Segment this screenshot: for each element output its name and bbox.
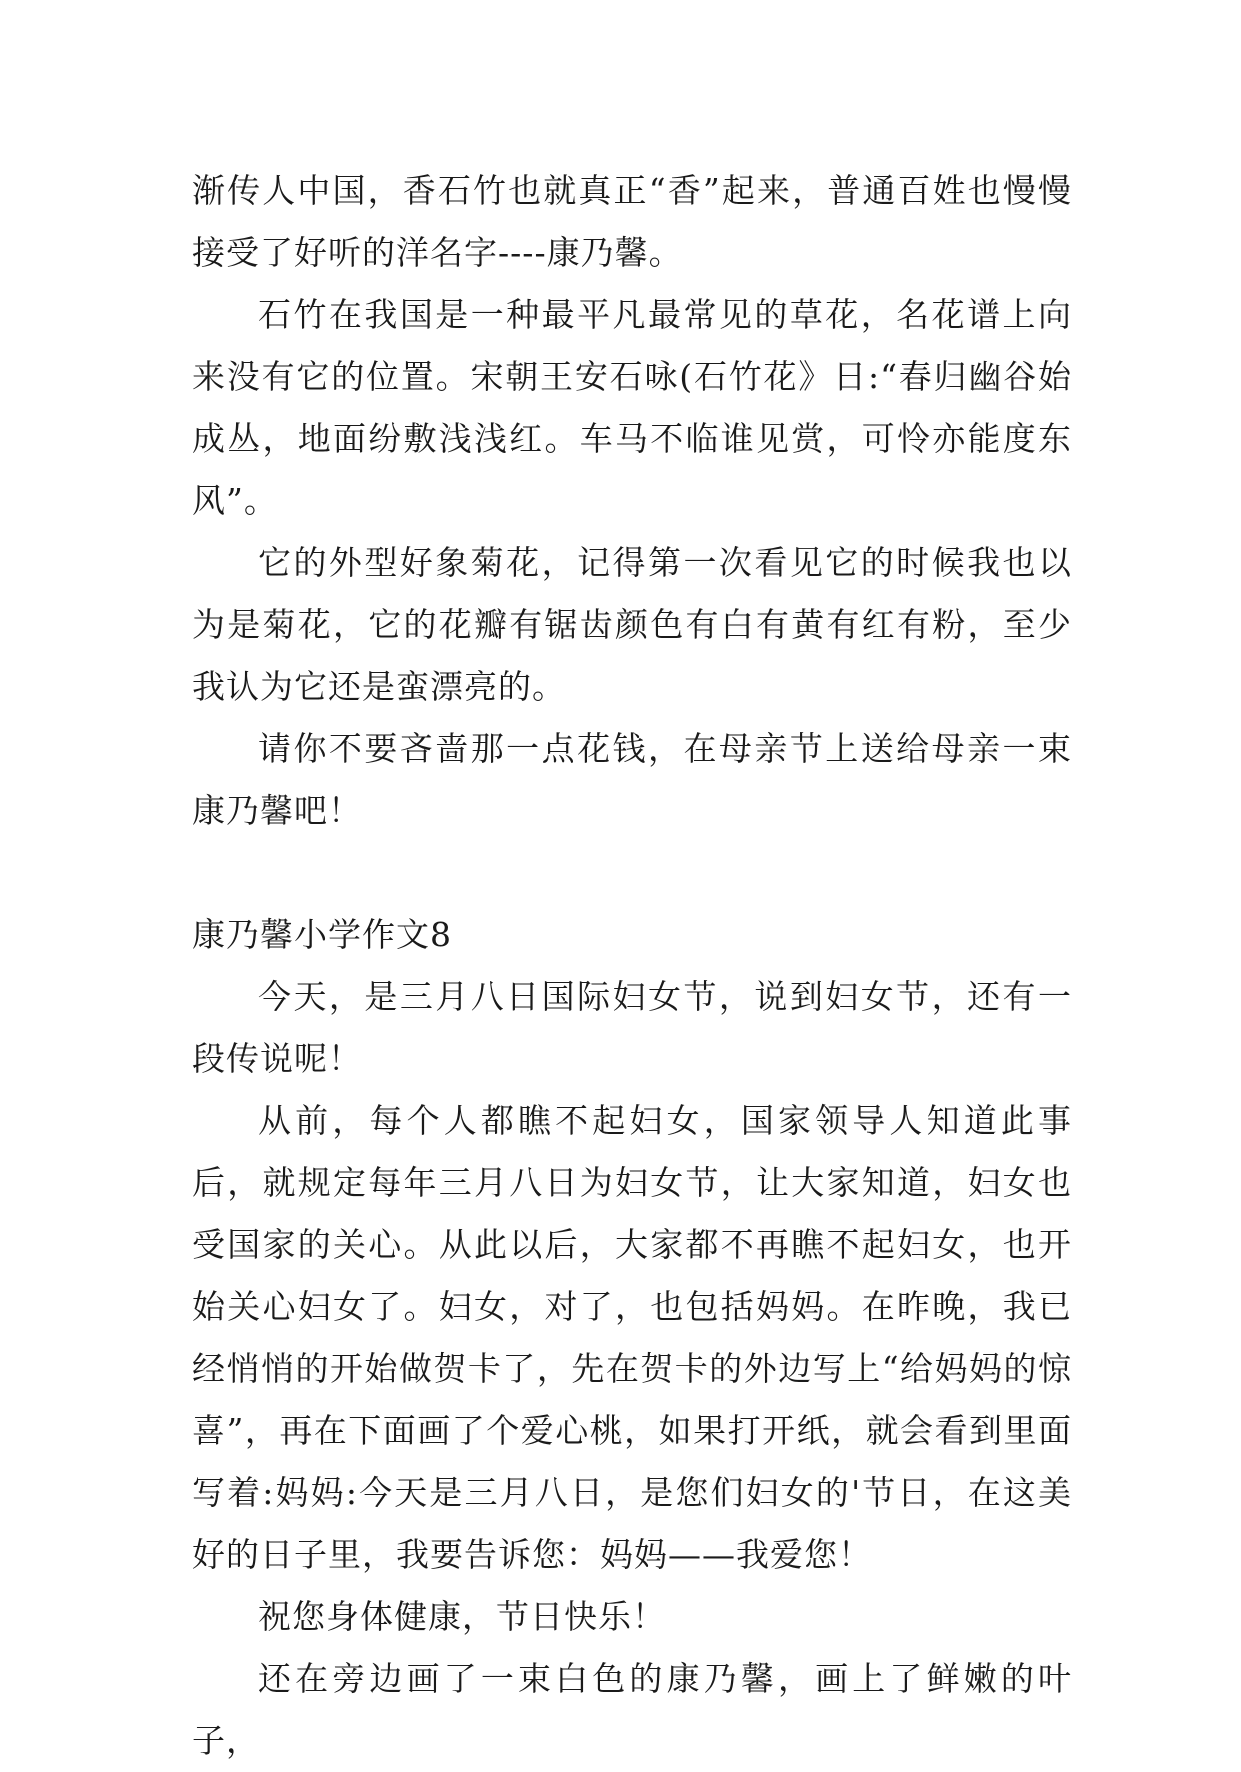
- paragraph-story: 从前，每个人都瞧不起妇女，国家领导人知道此事后，就规定每年三月八日为妇女节，让大家知道，妇女也受国家的关心。从此以后，大家都不再瞧不起妇女，也开始关心妇女了。妇女，对了，也包括妈妈。在昨晚，我已经悄悄的开始做贺卡了，先在贺卡的外边写上“给妈妈的惊喜”，再在下面画了个爱心桃，如果打开纸，就会看到里面写着:妈妈:今天是三月八日，是您们妇女的'节日，在这美好的日子里，我要告诉您：妈妈——我爱您！: [192, 1101, 1072, 1574]
- paragraph-mothers-day: 请你不要吝啬那一点花钱，在母亲节上送给母亲一束康乃馨吧！: [192, 729, 1072, 830]
- paragraph-blessing: 祝您身体健康，节日快乐！: [258, 1597, 666, 1636]
- paragraph-shizhu: 石竹在我国是一种最平凡最常见的草花，名花谱上向来没有它的位置。宋朝王安石咏(石竹花》日:“春归幽谷始成丛，地面纷敷浅浅红。车马不临谁见赏，可怜亦能度东风”。: [192, 295, 1072, 520]
- paragraph-womens-day: 今天，是三月八日国际妇女节，说到妇女节，还有一段传说呢！: [192, 977, 1072, 1078]
- section-title: 康乃馨小学作文8: [192, 915, 452, 954]
- paragraph-appearance: 它的外型好象菊花，记得第一次看见它的时候我也以为是菊花，它的花瓣有锯齿颜色有白有黄有红有粉，至少我认为它还是蛮漂亮的。: [192, 543, 1072, 706]
- paragraph-continuation: 渐传人中国，香石竹也就真正“香”起来，普通百姓也慢慢接受了好听的洋名字----康乃馨。: [192, 171, 1072, 272]
- paragraph-drawing: 还在旁边画了一束白色的康乃馨，画上了鲜嫩的叶子，: [192, 1659, 1072, 1760]
- document-body: [192, 160, 1072, 1772]
